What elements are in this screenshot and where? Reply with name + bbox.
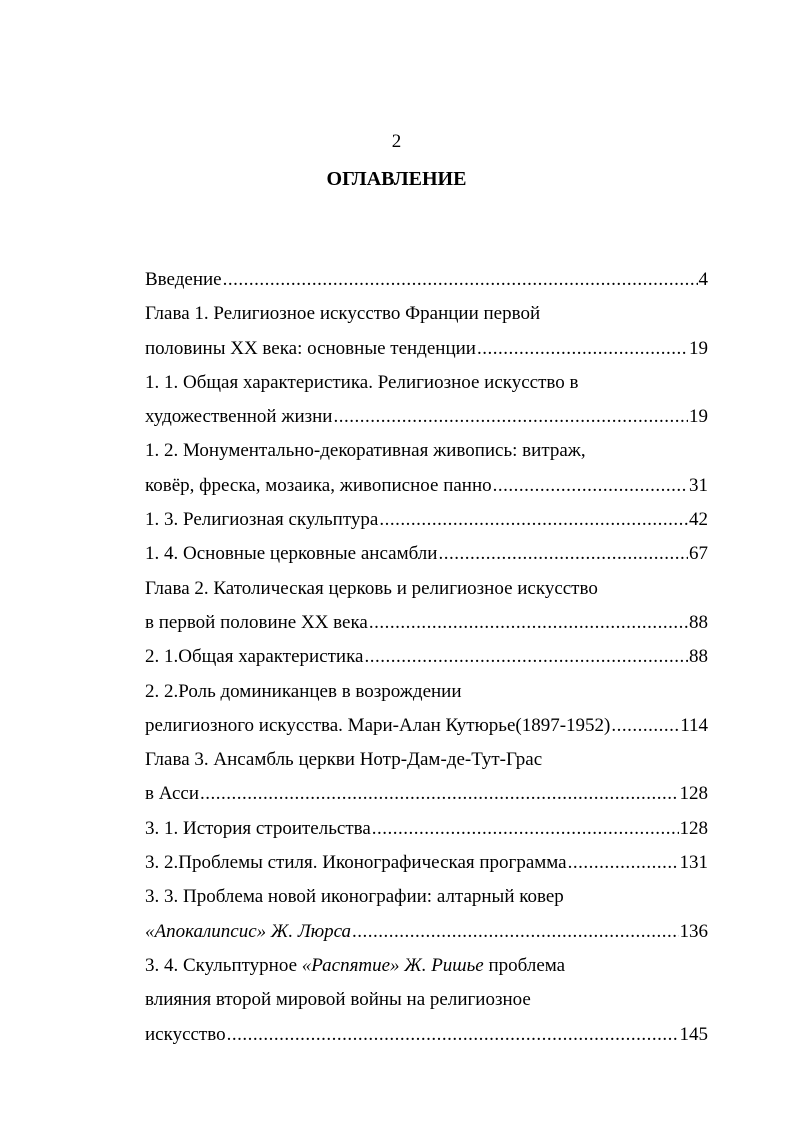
toc-page-number: 114 — [680, 714, 708, 736]
toc-page-number: 128 — [679, 817, 708, 839]
toc-section-2-2 — [145, 712, 708, 746]
dot-leader — [372, 815, 679, 843]
toc-section-1-2-heading — [145, 437, 708, 471]
table-of-contents — [145, 266, 708, 1055]
dot-leader — [223, 266, 698, 294]
toc-page-number: 145 — [679, 1023, 708, 1045]
dot-leader — [333, 403, 688, 431]
toc-entry-text: Глава 2. Католическая церковь и религиозное искусство — [145, 577, 598, 599]
toc-entry-text: 1. 3. Религиозная скульптура — [145, 509, 379, 531]
toc-page-number: 19 — [689, 337, 708, 359]
toc-chapter-3-heading — [145, 746, 708, 780]
toc-entry-text: ковёр, фреска, мозаика, живописное панно — [145, 474, 492, 496]
toc-entry-text: Введение — [145, 269, 222, 290]
dot-leader — [438, 540, 688, 568]
toc-entry-text: 3. 2.Проблемы стиля. Иконографическая программа — [145, 852, 567, 874]
toc-page-number: 31 — [689, 474, 708, 496]
dot-leader — [493, 472, 688, 500]
toc-entry-text-tail: проблема — [483, 954, 566, 976]
toc-entry-text: Глава 1. Религиозное искусство Франции первой — [145, 303, 541, 325]
dot-leader — [369, 609, 688, 637]
toc-section-1-2 — [145, 472, 708, 506]
toc-page-number: 88 — [689, 611, 708, 633]
toc-section-3-4 — [145, 1021, 708, 1055]
toc-page-number: 131 — [679, 852, 708, 874]
dot-leader — [568, 849, 679, 877]
toc-page-number: 67 — [689, 543, 708, 565]
toc-page-number: 136 — [679, 920, 708, 942]
dot-leader — [379, 506, 688, 534]
toc-entry-italic-text: «Апокалипсис» Ж. Люрса — [145, 920, 352, 942]
toc-section-2-2-heading — [145, 678, 708, 712]
toc-entry-italic-text: «Распятие» Ж. Ришье — [301, 954, 484, 976]
toc-entry-text: влияния второй мировой войны на религиозное — [145, 989, 531, 1011]
toc-chapter-3 — [145, 780, 708, 814]
toc-entry-text: в Асси — [145, 783, 200, 805]
toc-section-1-4 — [145, 540, 708, 574]
dot-leader — [611, 712, 679, 740]
toc-entry-text: 3. 1. История строительства — [145, 817, 371, 839]
toc-page-number: 42 — [689, 509, 708, 531]
toc-section-1-1-heading — [145, 369, 708, 403]
toc-entry-text: 3. 3. Проблема новой иконографии: алтарный ковер — [145, 886, 564, 908]
dot-leader — [200, 780, 678, 808]
toc-page-number: 88 — [689, 646, 708, 668]
toc-section-3-3-heading — [145, 883, 708, 917]
page-title: ОГЛАВЛЕНИЕ — [326, 168, 467, 190]
dot-leader — [352, 918, 678, 946]
toc-entry-text: половины ХХ века: основные тенденции — [145, 337, 476, 359]
toc-entry-text: в первой половине ХХ века — [145, 611, 368, 633]
toc-entry-text: 1. 4. Основные церковные ансамбли — [145, 543, 438, 565]
toc-section-3-2 — [145, 849, 708, 883]
toc-entry-text: 1. 1. Общая характеристика. Религиозное искусство в — [145, 371, 579, 393]
dot-leader — [477, 335, 688, 363]
toc-entry-text: 2. 1.Общая характеристика — [145, 646, 364, 668]
toc-page-number: 19 — [689, 406, 708, 428]
toc-chapter-2-heading — [145, 575, 708, 609]
toc-page-number: 128 — [679, 783, 708, 805]
toc-section-1-3 — [145, 506, 708, 540]
toc-entry-text: 3. 4. Скульптурное — [145, 954, 302, 976]
toc-chapter-2 — [145, 609, 708, 643]
toc-section-1-1 — [145, 403, 708, 437]
toc-entry-text: 2. 2.Роль доминиканцев в возрождении — [145, 680, 462, 702]
toc-section-3-1 — [145, 815, 708, 849]
toc-entry-text: искусство — [145, 1023, 226, 1045]
toc-section-2-1 — [145, 643, 708, 677]
dot-leader — [364, 643, 688, 671]
toc-section-3-4-continued — [145, 986, 708, 1020]
toc-section-3-4-heading — [145, 952, 708, 986]
toc-section-3-3 — [145, 918, 708, 952]
page-number: 2 — [391, 131, 402, 152]
toc-entry-introduction — [145, 266, 708, 300]
dot-leader — [227, 1021, 679, 1049]
toc-page-number: 4 — [698, 269, 708, 290]
toc-entry-text: религиозного искусства. Мари-Алан Кутюрье(1897-1952) — [145, 714, 611, 736]
toc-entry-text: художественной жизни — [145, 406, 333, 428]
toc-chapter-1-heading — [145, 300, 708, 334]
toc-entry-text: 1. 2. Монументально-декоративная живопись: витраж, — [145, 440, 586, 462]
toc-chapter-1 — [145, 335, 708, 369]
toc-entry-text: Глава 3. Ансамбль церкви Нотр-Дам-де-Тут-Грас — [145, 749, 543, 771]
